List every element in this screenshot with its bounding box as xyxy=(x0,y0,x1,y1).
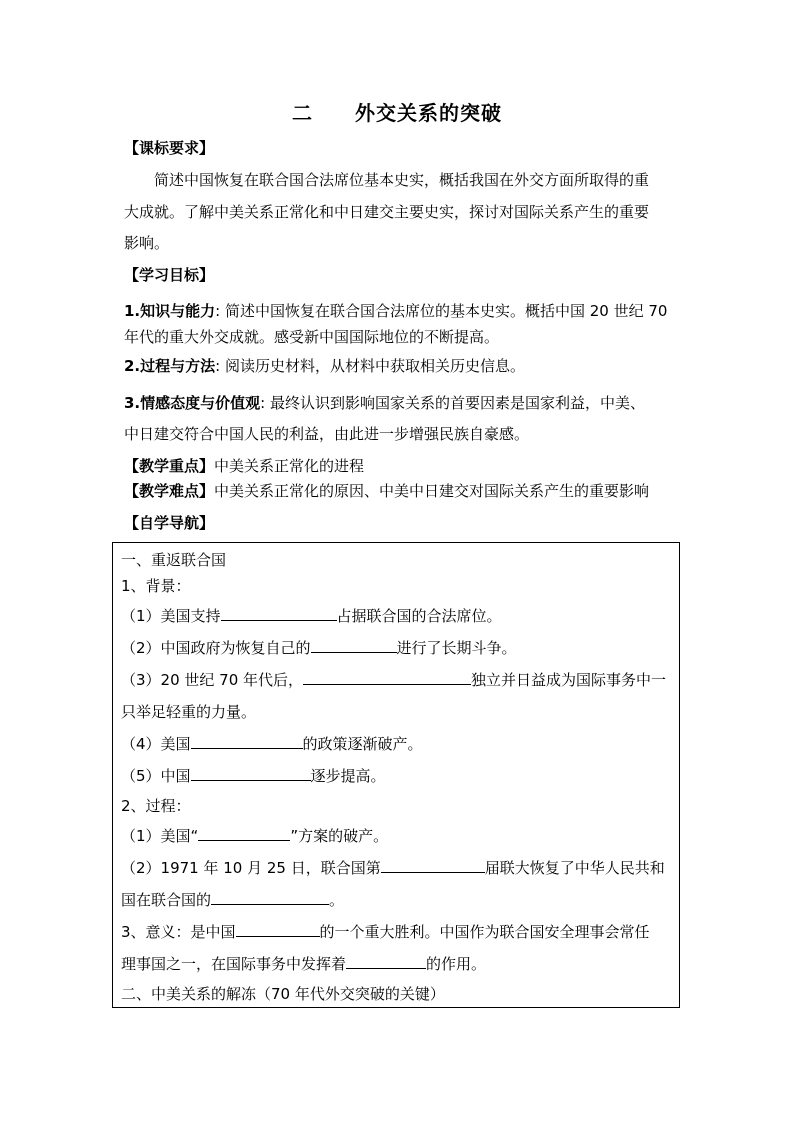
objective-3-continued: 中日建交符合中国人民的利益，由此进一步增强民族自豪感。 xyxy=(124,425,530,443)
background-item-1-prefix: （1）美国支持 xyxy=(121,607,221,625)
curriculum-line-2: 大成就。了解中美关系正常化和中日建交主要史实，探讨对国际关系产生的重要 xyxy=(124,203,650,221)
fill-blank[interactable] xyxy=(381,857,485,873)
fill-blank[interactable] xyxy=(198,825,290,841)
background-item-3-continued: 只举足轻重的力量。 xyxy=(121,703,257,721)
process-item-2-cont-prefix: 国在联合国的 xyxy=(121,891,212,909)
difficult-point xyxy=(124,480,649,502)
background-item-2-suffix: 进行了长期斗争。 xyxy=(396,639,517,657)
fill-blank[interactable] xyxy=(211,889,329,905)
section-1-background: 1、背景： xyxy=(121,577,191,595)
background-item-3 xyxy=(121,669,666,691)
difficult-point-text: 中美关系正常化的原因、中美中日建交对国际关系产生的重要影响 xyxy=(214,482,650,500)
process-item-2-continued xyxy=(121,889,344,911)
objective-1-text: : 简述中国恢复在联合国合法席位的基本史实。概括中国 20 世纪 70 xyxy=(215,302,668,320)
objective-2 xyxy=(124,355,525,377)
objective-3 xyxy=(124,392,645,414)
objective-2-text: : 阅读历史材料，从材料中获取相关历史信息。 xyxy=(215,357,525,375)
fill-blank[interactable] xyxy=(191,765,311,781)
key-point xyxy=(124,455,364,477)
page-title xyxy=(0,97,794,126)
fill-blank[interactable] xyxy=(236,921,320,937)
fill-blank[interactable] xyxy=(191,733,303,749)
process-item-1-suffix: ”方案的破产。 xyxy=(290,827,389,845)
objective-3-label: 3.情感态度与价值观 xyxy=(124,394,261,412)
objective-1-continued: 年代的重大外交成就。感受新中国国际地位的不断提高。 xyxy=(124,328,500,346)
process-item-2-cont-suffix: 。 xyxy=(329,891,345,909)
background-item-5-suffix: 逐步提高。 xyxy=(310,767,386,785)
fill-blank[interactable] xyxy=(311,637,397,653)
process-item-1 xyxy=(121,825,388,847)
background-item-4 xyxy=(121,733,423,755)
significance-cont-suffix: 的作用。 xyxy=(426,955,487,973)
significance-suffix: 的一个重大胜利。中国作为联合国安全理事会常任 xyxy=(319,923,650,941)
background-item-1 xyxy=(121,605,502,627)
significance xyxy=(121,921,650,943)
objective-2-label: 2.过程与方法 xyxy=(124,357,216,375)
fill-blank[interactable] xyxy=(303,669,471,685)
significance-continued xyxy=(121,953,486,975)
process-item-2-prefix: （2）1971 年 10 月 25 日，联合国第 xyxy=(121,859,381,877)
title-number: 二 xyxy=(292,101,313,125)
significance-cont-prefix: 理事国之一，在国际事务中发挥着 xyxy=(121,955,347,973)
objective-3-text: : 最终认识到影响国家关系的首要因素是国家利益，中美、 xyxy=(260,394,645,412)
fill-blank[interactable] xyxy=(346,953,426,969)
guide-heading: 【自学导航】 xyxy=(124,514,215,532)
title-text: 外交关系的突破 xyxy=(355,101,502,125)
objectives-heading: 【学习目标】 xyxy=(124,266,215,284)
background-item-5-prefix: （5）中国 xyxy=(121,767,191,785)
background-item-2 xyxy=(121,637,517,659)
background-item-5 xyxy=(121,765,386,787)
curriculum-line-1: 简述中国恢复在联合国合法席位基本史实，概括我国在外交方面所取得的重 xyxy=(154,171,650,189)
key-point-text: 中美关系正常化的进程 xyxy=(214,457,365,475)
section-1-title: 一、重返联合国 xyxy=(121,551,227,569)
objective-1 xyxy=(124,300,667,322)
section-1-process: 2、过程： xyxy=(121,797,191,815)
process-item-2-suffix: 届联大恢复了中华人民共和 xyxy=(484,859,665,877)
key-point-label: 【教学重点】 xyxy=(124,457,215,475)
objective-1-label: 1.知识与能力 xyxy=(124,302,216,320)
significance-prefix: 3、意义：是中国 xyxy=(121,923,236,941)
self-study-box xyxy=(112,542,680,1008)
background-item-2-prefix: （2）中国政府为恢复自己的 xyxy=(121,639,311,657)
process-item-2 xyxy=(121,857,665,879)
fill-blank[interactable] xyxy=(221,605,337,621)
section-2-title: 二、中美关系的解冻（70 年代外交突破的关键） xyxy=(121,985,445,1003)
background-item-3-prefix: （3）20 世纪 70 年代后， xyxy=(121,671,304,689)
background-item-3-suffix: 独立并日益成为国际事务中一 xyxy=(471,671,667,689)
background-item-4-prefix: （4）美国 xyxy=(121,735,191,753)
curriculum-line-3: 影响。 xyxy=(124,234,170,252)
curriculum-heading: 【课标要求】 xyxy=(124,139,215,157)
process-item-1-prefix: （1）美国“ xyxy=(121,827,199,845)
background-item-1-suffix: 占据联合国的合法席位。 xyxy=(336,607,502,625)
background-item-4-suffix: 的政策逐渐破产。 xyxy=(302,735,423,753)
difficult-point-label: 【教学难点】 xyxy=(124,482,215,500)
